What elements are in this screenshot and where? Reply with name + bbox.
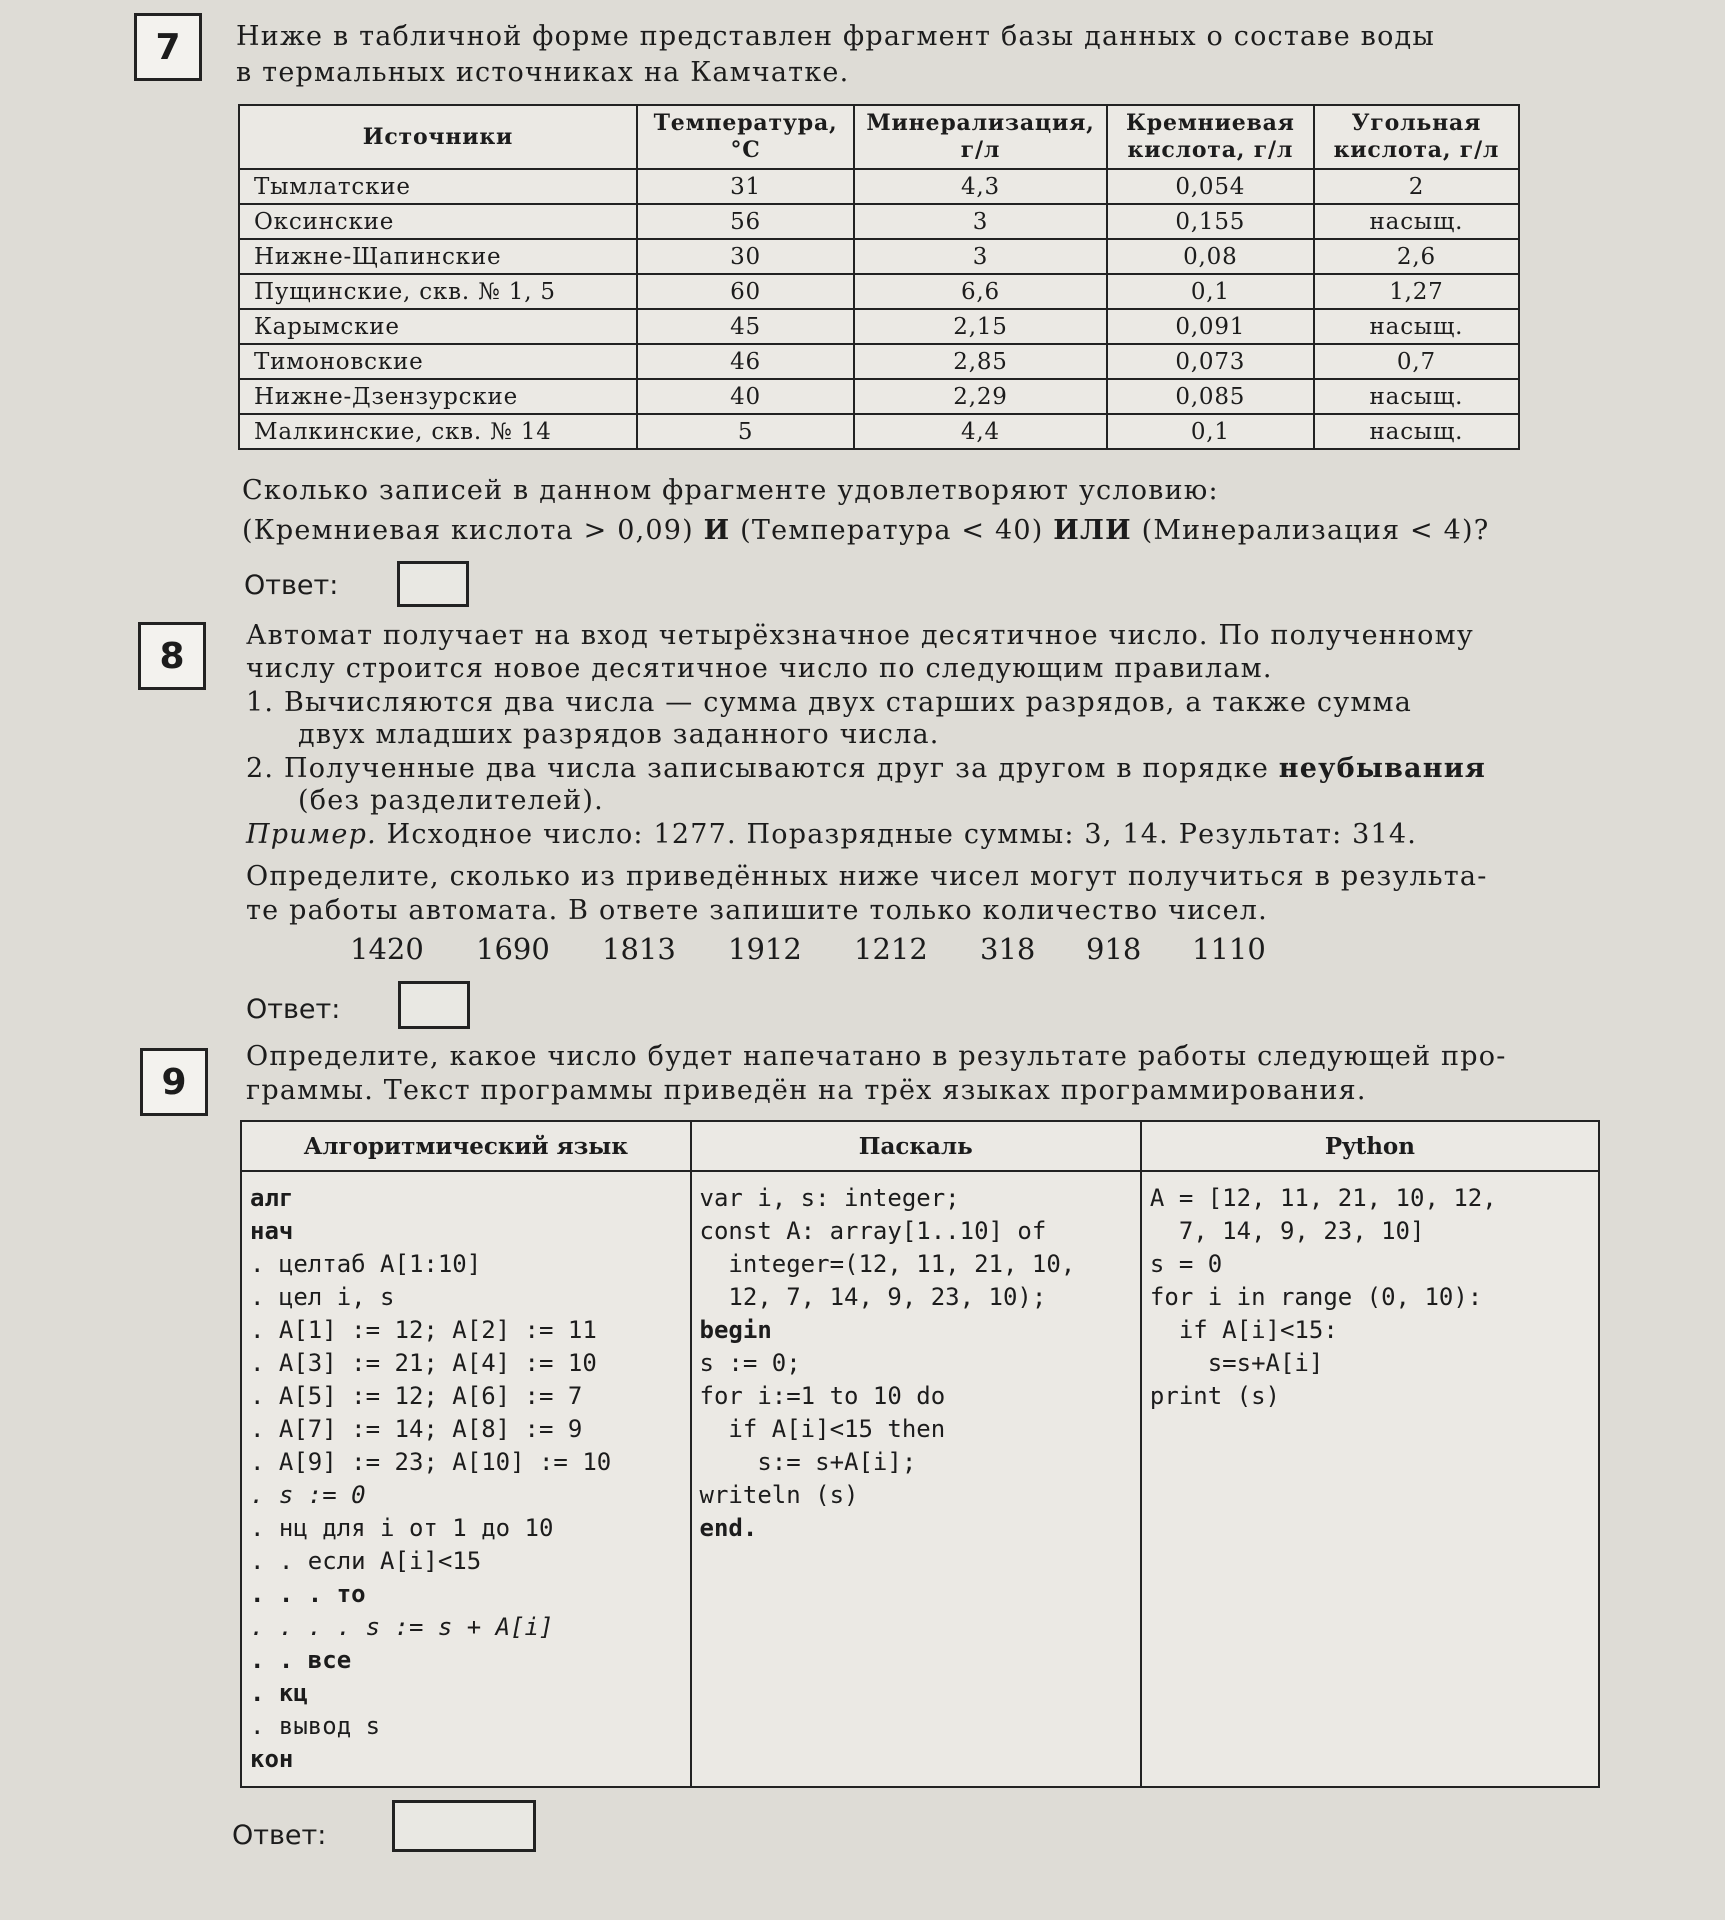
cell-carbonic: 2,6 [1314,239,1519,274]
task-8-answer-label: Ответ: [246,994,341,1025]
cell-source: Нижне-Щапинские [239,239,637,274]
code-line: 12, 7, 14, 9, 23, 10); [699,1283,1047,1311]
cell-carbonic: насыщ. [1314,309,1519,344]
cell-mineralization: 2,29 [854,379,1107,414]
task-7-answer-box[interactable] [397,561,469,607]
condition-part-b: (Температура < 40) [730,515,1054,546]
code-line: . вывод s [250,1712,381,1740]
cell-temperature: 46 [637,344,854,379]
table-row [239,309,1519,344]
code-line: s:= s+A[i]; [699,1448,917,1476]
code-line: . . . то [250,1580,366,1608]
springs-table [238,104,1520,450]
code-line: if A[i]<15 then [699,1415,946,1443]
program-header-row [241,1121,1599,1171]
code-line: . A[5] := 12; A[6] := 7 [250,1382,583,1410]
table-row [239,239,1519,274]
example-label: Пример. [246,819,377,850]
condition-part-a: (Кремниевая кислота > 0,09) [242,515,704,546]
task-number-8: 8 [138,622,206,690]
program-table [240,1120,1600,1788]
code-line: s = 0 [1149,1250,1223,1278]
cell-mineralization: 2,15 [854,309,1107,344]
task-8-rule2-line2: (без разделителей). [298,785,604,816]
task-number-9: 9 [140,1048,208,1116]
code-line: . кц [250,1679,308,1707]
cell-silicic: 0,073 [1107,344,1314,379]
cell-temperature: 40 [637,379,854,414]
condition-and: И [703,515,731,546]
cell-silicic: 0,1 [1107,274,1314,309]
code-line: begin [699,1316,772,1344]
cell-source: Малкинские, скв. № 14 [239,414,637,449]
code-line: . цел i, s [250,1283,395,1311]
task-7-question-line1: Сколько записей в данном фрагменте удовлетворяют условию: [242,475,1219,506]
cell-carbonic: насыщ. [1314,379,1519,414]
code-line: integer=(12, 11, 21, 10, [699,1250,1076,1278]
candidate-number: 1912 [728,932,802,966]
task-9-answer-box[interactable] [392,1800,536,1852]
rule2-text: 2. Полученные два числа записываются друг за другом в порядке [246,753,1279,784]
cell-mineralization: 6,6 [854,274,1107,309]
task-7-question-line2 [242,514,1489,548]
task-8-rule1-line2: двух младших разрядов заданного числа. [298,719,940,750]
table-row [239,169,1519,204]
task-8-answer-box[interactable] [398,981,470,1029]
code-line: кон [250,1745,294,1773]
code-line: print (s) [1149,1382,1280,1410]
task-8-task-line1: Определите, сколько из приведённых ниже чисел могут получиться в результа- [246,861,1488,892]
table-row [239,379,1519,414]
task-8-rule1-line1: 1. Вычисляются два числа — сумма двух старших разрядов, а также сумма [246,687,1413,718]
table-row [239,204,1519,239]
candidate-number: 1212 [854,932,928,966]
code-line: var i, s: integer; [699,1184,960,1212]
candidate-number: 918 [1086,932,1142,966]
table-row [239,414,1519,449]
cell-silicic: 0,054 [1107,169,1314,204]
cell-mineralization: 3 [854,204,1107,239]
cell-temperature: 60 [637,274,854,309]
code-line: нач [250,1217,294,1245]
cell-mineralization: 2,85 [854,344,1107,379]
code-line: . . . . s := s + A[i] [250,1613,554,1641]
task-8-rule2-line1 [246,752,1486,786]
candidate-number: 1420 [350,932,424,966]
cell-source: Тымлатские [239,169,637,204]
code-line: 7, 14, 9, 23, 10] [1149,1217,1425,1245]
pascal-code-cell [691,1171,1141,1787]
task-8-line2: числу строится новое десятичное число по следующим правилам. [246,653,1273,684]
code-line: . нц для i от 1 до 10 [250,1514,554,1542]
task-7-answer-label: Ответ: [244,570,339,601]
code-line: end. [699,1514,758,1542]
code-line: for i in range (0, 10): [1149,1283,1483,1311]
cell-mineralization: 3 [854,239,1107,274]
table-row [239,344,1519,379]
cell-source: Тимоновские [239,344,637,379]
task-number-7: 7 [134,13,202,81]
code-line: . A[9] := 23; A[10] := 10 [250,1448,612,1476]
code-line: . A[7] := 14; A[8] := 9 [250,1415,583,1443]
cell-temperature: 30 [637,239,854,274]
task-7-intro-line1: Ниже в табличной форме представлен фрагмент базы данных о составе воды [236,21,1436,52]
header-python: Python [1141,1121,1599,1171]
header-mineralization: Минерализация, г/л [854,105,1107,169]
candidate-number: 1690 [476,932,550,966]
task-8-example [246,818,1417,852]
candidate-number: 1110 [1192,932,1266,966]
task-7-intro-line2: в термальных источниках на Камчатке. [236,57,850,88]
task-9-line2: граммы. Текст программы приведён на трёх языках программирования. [246,1075,1367,1106]
code-line: const A: array[1..10] of [699,1217,1047,1245]
header-carbonic-acid: Угольная кислота, г/л [1314,105,1519,169]
condition-or: ИЛИ [1053,515,1132,546]
candidate-numbers [350,932,1292,966]
cell-temperature: 56 [637,204,854,239]
code-line: . s := 0 [250,1481,366,1509]
code-line: алг [250,1184,294,1212]
cell-source: Нижне-Дзензурские [239,379,637,414]
cell-source: Пущинские, скв. № 1, 5 [239,274,637,309]
cell-silicic: 0,1 [1107,414,1314,449]
table-row [239,274,1519,309]
cell-temperature: 5 [637,414,854,449]
code-line: . A[1] := 12; A[2] := 11 [250,1316,597,1344]
table-header-row [239,105,1519,169]
code-line: if A[i]<15: [1149,1316,1338,1344]
rule2-bold: неубывания [1278,753,1487,784]
task-8-task-line2: те работы автомата. В ответе запишите только количество чисел. [246,895,1268,926]
code-line: . . если A[i]<15 [250,1547,482,1575]
code-line: s := 0; [699,1349,801,1377]
program-body-row [241,1171,1599,1787]
code-line: . . все [250,1646,352,1674]
cell-carbonic: 2 [1314,169,1519,204]
cell-mineralization: 4,3 [854,169,1107,204]
algo-code-cell [241,1171,691,1787]
header-algorithmic: Алгоритмический язык [241,1121,691,1171]
code-line: s=s+A[i] [1149,1349,1324,1377]
code-line: . целтаб A[1:10] [250,1250,482,1278]
cell-silicic: 0,091 [1107,309,1314,344]
header-silicic-acid: Кремниевая кислота, г/л [1107,105,1314,169]
cell-silicic: 0,08 [1107,239,1314,274]
code-line: . A[3] := 21; A[4] := 10 [250,1349,597,1377]
cell-mineralization: 4,4 [854,414,1107,449]
candidate-number: 1813 [602,932,676,966]
cell-silicic: 0,085 [1107,379,1314,414]
cell-silicic: 0,155 [1107,204,1314,239]
cell-temperature: 31 [637,169,854,204]
header-temperature: Температура, °C [637,105,854,169]
task-8-line1: Автомат получает на вход четырёхзначное десятичное число. По полученному [246,620,1474,651]
code-line: writeln (s) [699,1481,859,1509]
code-line: for i:=1 to 10 do [699,1382,946,1410]
cell-source: Карымские [239,309,637,344]
header-source: Источники [239,105,637,169]
python-code-cell [1141,1171,1599,1787]
header-pascal: Паскаль [691,1121,1141,1171]
cell-source: Оксинские [239,204,637,239]
task-9-line1: Определите, какое число будет напечатано в результате работы следующей про- [246,1041,1507,1072]
cell-temperature: 45 [637,309,854,344]
cell-carbonic: насыщ. [1314,414,1519,449]
candidate-number: 318 [980,932,1036,966]
example-text: Исходное число: 1277. Поразрядные суммы: 3, 14. Результат: 314. [376,819,1418,850]
cell-carbonic: насыщ. [1314,204,1519,239]
condition-part-c: (Минерализация < 4)? [1131,515,1490,546]
code-line: A = [12, 11, 21, 10, 12, [1149,1184,1497,1212]
cell-carbonic: 1,27 [1314,274,1519,309]
task-9-answer-label: Ответ: [232,1820,327,1851]
cell-carbonic: 0,7 [1314,344,1519,379]
